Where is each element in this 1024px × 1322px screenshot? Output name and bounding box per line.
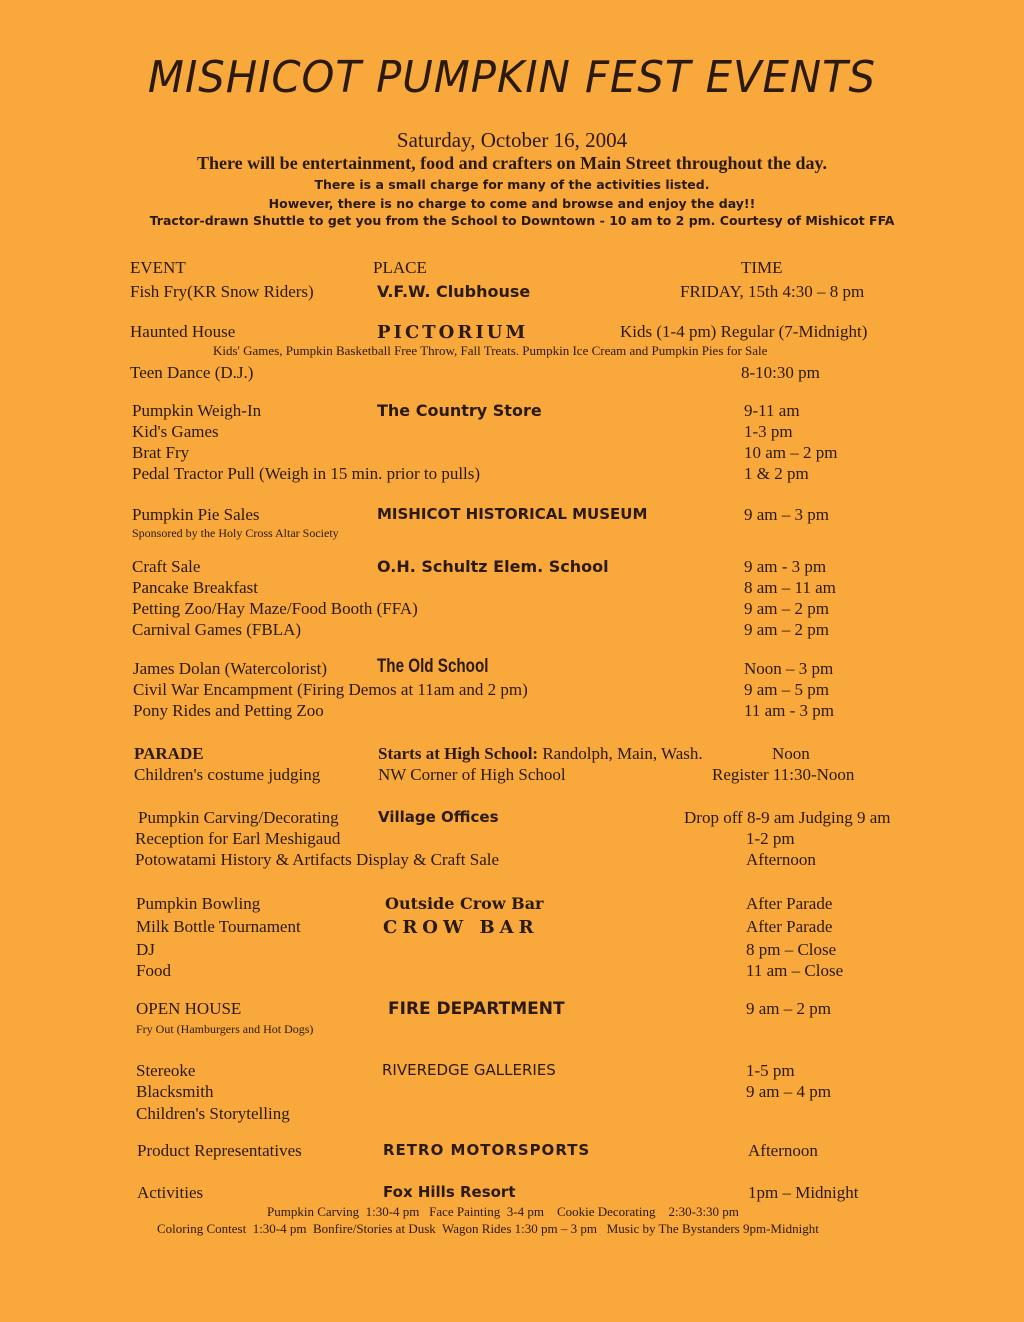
event-time: After Parade <box>746 917 833 936</box>
event-name: Teen Dance (D.J.) <box>130 363 254 382</box>
event-time: FRIDAY, 15th 4:30 – 8 pm <box>680 282 865 301</box>
event-time: 1pm – Midnight <box>748 1183 859 1202</box>
event-row <box>0 999 1024 1021</box>
event-time: After Parade <box>746 894 833 913</box>
event-place: RETRO MOTORSPORTS <box>383 1141 591 1159</box>
event-time: 1-3 pm <box>744 422 793 441</box>
event-row <box>0 744 1024 766</box>
event-row <box>0 850 1024 872</box>
event-row <box>0 443 1024 465</box>
event-name: Kid's Games <box>132 422 219 441</box>
event-place: PICTORIUM <box>377 322 529 343</box>
event-name: Pony Rides and Petting Zoo <box>133 701 324 720</box>
event-time: Noon – 3 pm <box>744 659 834 678</box>
event-name: Pumpkin Pie Sales <box>132 505 260 524</box>
event-time: 9 am – 5 pm <box>744 680 829 699</box>
event-name: Carnival Games (FBLA) <box>132 620 302 639</box>
event-name: Pumpkin Weigh-In <box>132 401 262 420</box>
event-name: Stereoke <box>136 1061 196 1080</box>
event-note: Kids' Games, Pumpkin Basketball Free Throw, Fall Treats. Pumpkin Ice Cream and Pumpkin Pies for Sale <box>213 343 768 358</box>
event-row <box>0 599 1024 621</box>
note-line: However, there is no charge to come and browse and enjoy the day!! <box>268 196 756 211</box>
event-time: 9 am – 2 pm <box>746 999 831 1018</box>
event-name: Pumpkin Carving/Decorating <box>138 808 339 827</box>
event-name: DJ <box>136 940 155 959</box>
event-time: Noon <box>772 744 810 763</box>
event-row <box>0 578 1024 600</box>
event-place: CROW BAR <box>383 917 539 938</box>
event-name: Milk Bottle Tournament <box>136 917 301 936</box>
event-name: Pumpkin Bowling <box>136 894 261 913</box>
event-time: Afternoon <box>746 850 816 869</box>
event-row <box>0 940 1024 962</box>
event-name: Activities <box>137 1183 204 1202</box>
event-name: Civil War Encampment (Firing Demos at 11am and 2 pm) <box>133 680 528 699</box>
event-time: 11 am – Close <box>746 961 844 980</box>
event-place: RIVEREDGE GALLERIES <box>382 1061 556 1079</box>
event-row <box>0 282 1024 304</box>
event-time: 8 am – 11 am <box>744 578 836 597</box>
event-row <box>0 961 1024 983</box>
event-row <box>0 1104 1024 1126</box>
event-time: 9 am – 2 pm <box>744 599 829 618</box>
event-name: Haunted House <box>130 322 236 341</box>
event-name: Children's Storytelling <box>136 1104 290 1123</box>
event-time: 1-5 pm <box>746 1061 795 1080</box>
event-place: O.H. Schultz Elem. School <box>377 557 609 576</box>
event-row <box>0 917 1024 939</box>
event-name: Craft Sale <box>132 557 201 576</box>
event-row <box>0 464 1024 486</box>
event-place: Outside Crow Bar <box>385 894 544 913</box>
event-place-detail: Randolph, Main, Wash. <box>538 744 703 763</box>
event-place: Starts at High School: <box>378 744 539 763</box>
event-row <box>0 363 1024 385</box>
header-time: TIME <box>741 258 783 277</box>
event-time: 11 am - 3 pm <box>744 701 835 720</box>
event-place: The Country Store <box>377 401 542 420</box>
event-time: 1-2 pm <box>746 829 795 848</box>
event-row <box>0 808 1024 830</box>
event-name: Food <box>136 961 171 980</box>
event-time: 9-11 am <box>744 401 800 420</box>
event-row <box>0 1082 1024 1104</box>
event-name: Brat Fry <box>132 443 190 462</box>
event-name: Blacksmith <box>136 1082 214 1101</box>
event-place: The Old School <box>377 656 489 677</box>
event-time: 9 am - 3 pm <box>744 557 827 576</box>
event-place: V.F.W. Clubhouse <box>377 282 531 301</box>
event-row <box>0 557 1024 579</box>
event-name: Pedal Tractor Pull (Weigh in 15 min. prior to pulls) <box>132 464 481 483</box>
event-name: James Dolan (Watercolorist) <box>133 659 328 678</box>
event-row <box>0 322 1024 344</box>
event-name: Pancake Breakfast <box>132 578 259 597</box>
header-event: EVENT <box>130 258 186 277</box>
event-row <box>0 1141 1024 1163</box>
header-place: PLACE <box>373 258 427 277</box>
event-row <box>0 765 1024 787</box>
event-name: Reception for Earl Meshigaud <box>135 829 341 848</box>
event-row <box>0 894 1024 916</box>
column-headers <box>0 258 1024 280</box>
lead-text: There will be entertainment, food and crafters on Main Street throughout the day. <box>197 153 827 173</box>
event-name: Petting Zoo/Hay Maze/Food Booth (FFA) <box>132 599 418 618</box>
event-note: Coloring Contest 1:30-4 pm Bonfire/Stories at Dusk Wagon Rides 1:30 pm – 3 pm Music by The Bystanders 9pm-Midnight <box>157 1221 819 1236</box>
event-place: MISHICOT HISTORICAL MUSEUM <box>377 505 648 523</box>
event-place: FIRE DEPARTMENT <box>388 999 565 1019</box>
event-name: PARADE <box>134 744 204 763</box>
event-row <box>0 656 1024 681</box>
event-date: Saturday, October 16, 2004 <box>396 128 628 152</box>
event-note: Pumpkin Carving 1:30-4 pm Face Painting 3-4 pm Cookie Decorating 2:30-3:30 pm <box>267 1204 739 1219</box>
event-row <box>0 505 1024 527</box>
event-place: Village Offices <box>378 808 499 826</box>
event-row <box>0 1061 1024 1083</box>
event-place: NW Corner of High School <box>378 765 566 784</box>
event-name: Children's costume judging <box>134 765 321 784</box>
event-time: 9 am – 3 pm <box>744 505 829 524</box>
event-time: 9 am – 4 pm <box>746 1082 831 1101</box>
event-name: Potowatami History & Artifacts Display & Craft Sale <box>135 850 500 869</box>
note-line: There is a small charge for many of the activities listed. <box>314 177 710 192</box>
note-line: Tractor-drawn Shuttle to get you from the School to Downtown - 10 am to 2 pm. Courtesy of Mishicot FFA <box>149 213 895 228</box>
event-row <box>0 829 1024 851</box>
event-row <box>0 680 1024 702</box>
event-row <box>0 1183 1024 1205</box>
event-row <box>0 401 1024 423</box>
event-place: Fox Hills Resort <box>383 1183 516 1201</box>
event-note: Sponsored by the Holy Cross Altar Society <box>132 526 339 540</box>
event-time: 8 pm – Close <box>746 940 837 959</box>
event-time: Drop off 8-9 am Judging 9 am <box>684 808 891 827</box>
event-time: 1 & 2 pm <box>744 464 809 483</box>
event-row <box>0 701 1024 723</box>
event-note: Fry Out (Hamburgers and Hot Dogs) <box>136 1022 314 1036</box>
event-time: Register 11:30-Noon <box>712 765 855 784</box>
event-row <box>0 422 1024 444</box>
flyer-title: MISHICOT PUMPKIN FEST EVENTS <box>147 52 877 103</box>
event-name: OPEN HOUSE <box>136 999 242 1018</box>
event-name: Product Representatives <box>137 1141 302 1160</box>
event-row <box>0 620 1024 642</box>
event-time: Afternoon <box>748 1141 818 1160</box>
event-time: Kids (1-4 pm) Regular (7-Midnight) <box>620 322 868 341</box>
event-time: 10 am – 2 pm <box>744 443 838 462</box>
event-name: Fish Fry(KR Snow Riders) <box>130 282 314 301</box>
event-time: 9 am – 2 pm <box>744 620 829 639</box>
event-time: 8-10:30 pm <box>741 363 820 382</box>
